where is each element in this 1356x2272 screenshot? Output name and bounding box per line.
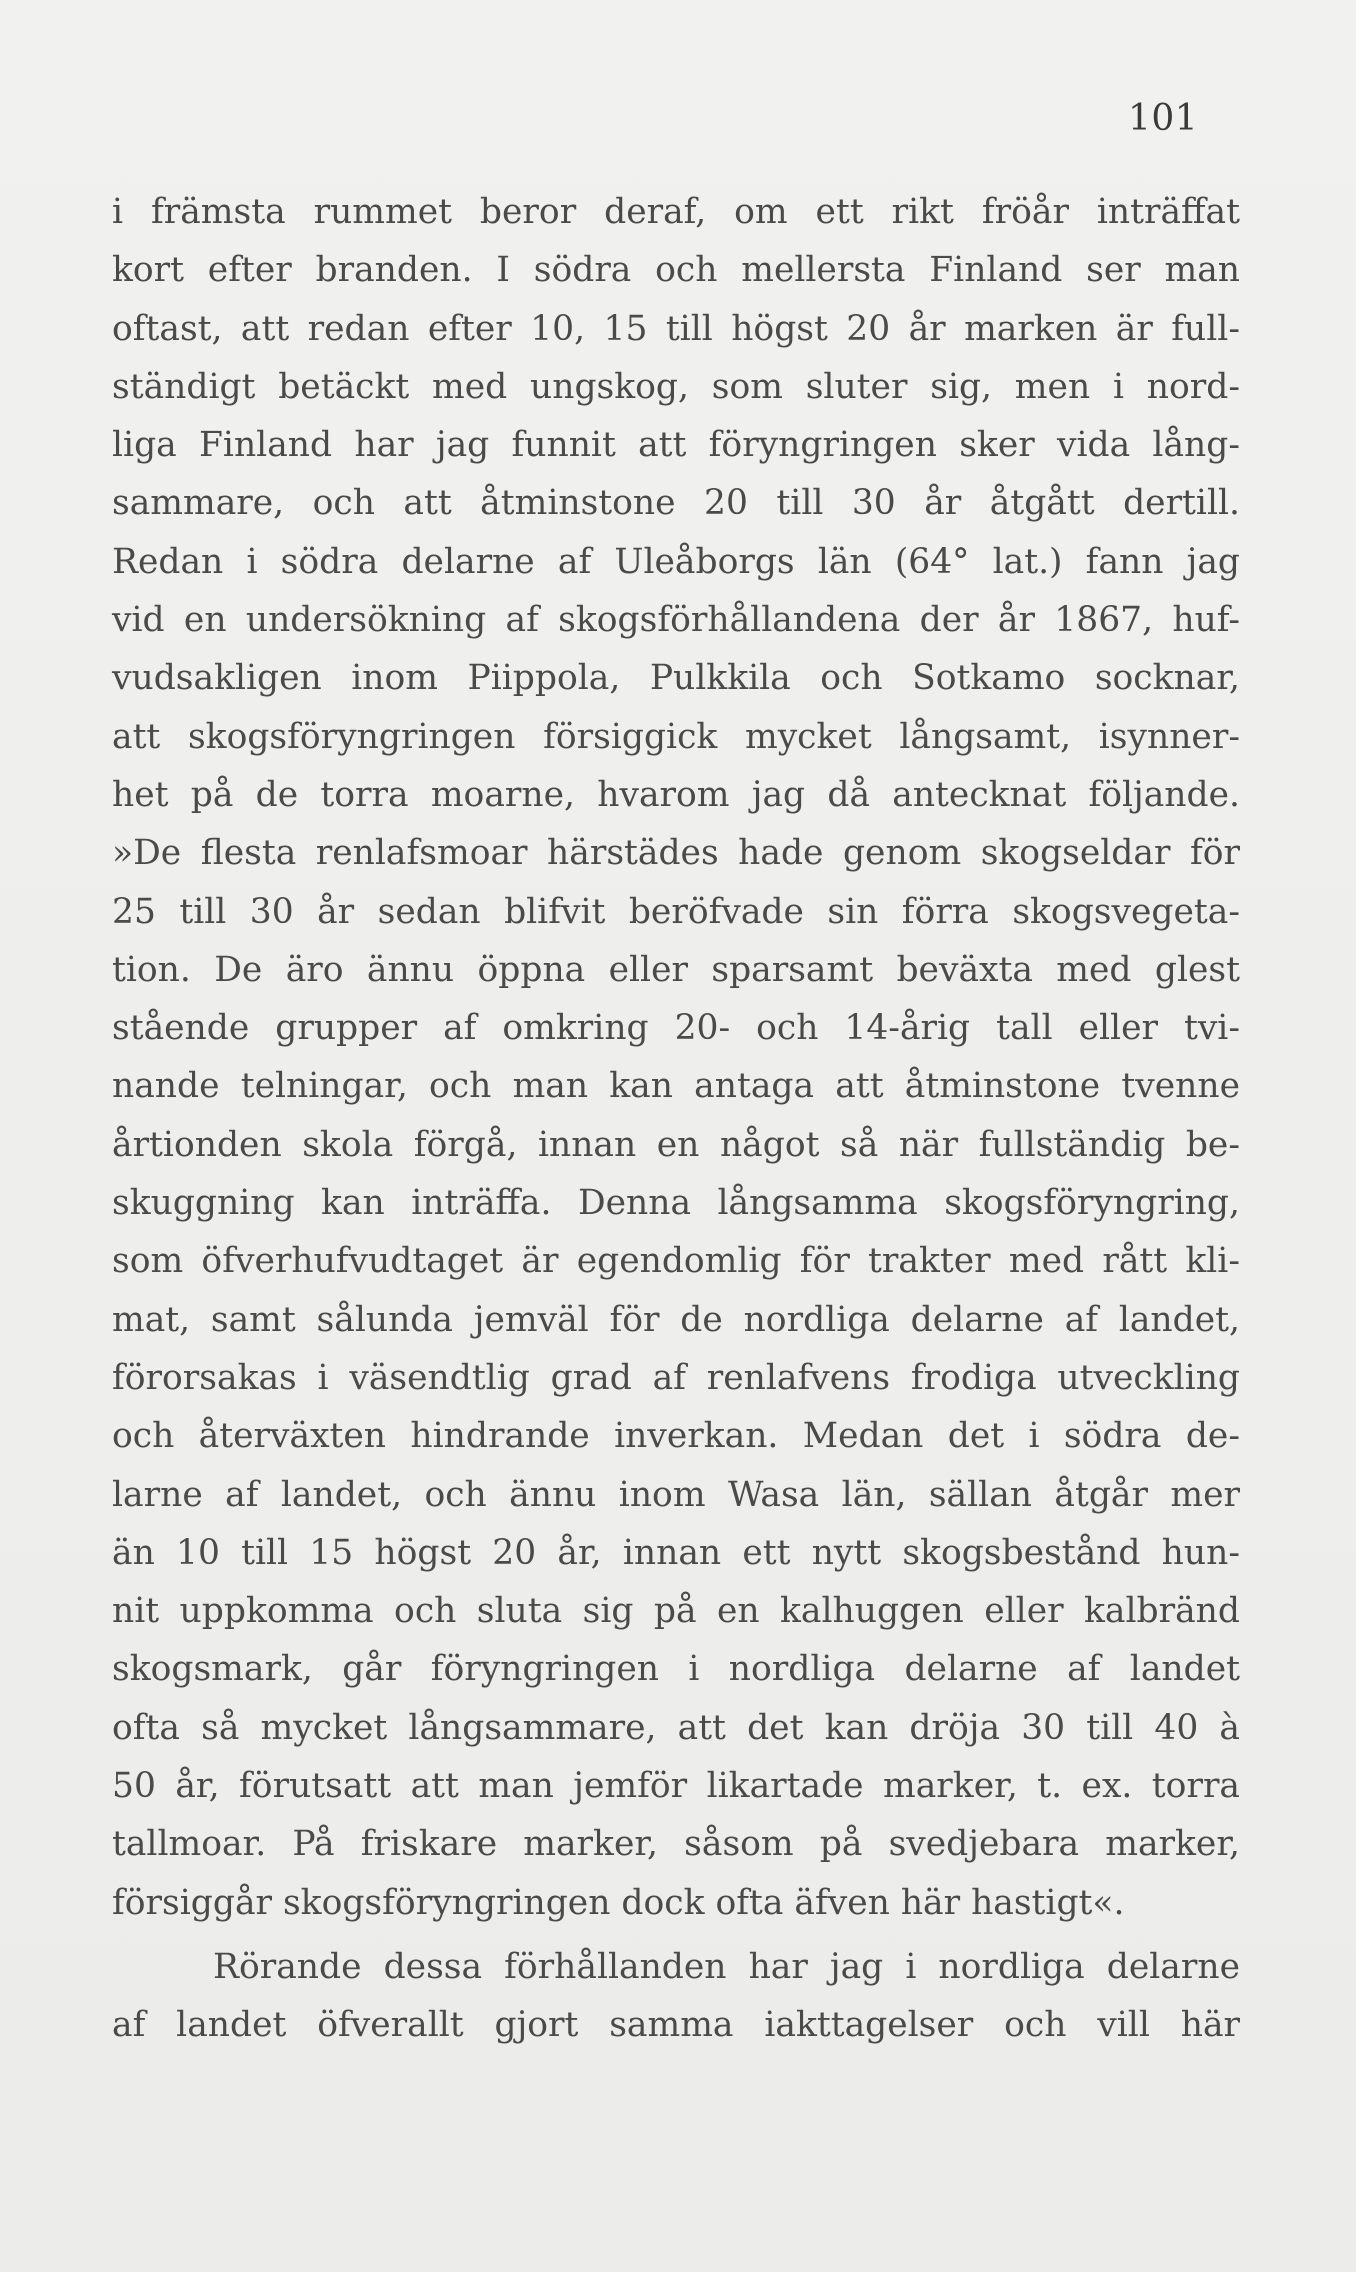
text-line: sammare, och att åtminstone 20 till 30 år åtgått dertill. — [112, 483, 1240, 524]
text-line: ständigt betäckt med ungskog, som sluter sig, men i nord- — [112, 366, 1240, 407]
text-line: skogsmark, går föryngringen i nordliga delarne af landet — [112, 1649, 1240, 1690]
text-line: mat, samt sålunda jemväl för de nordliga delarne af landet, — [112, 1299, 1240, 1340]
text-line: ofta så mycket långsammare, att det kan dröja 30 till 40 à — [112, 1707, 1240, 1748]
text-line: nande telningar, och man kan antaga att åtminstone tvenne — [112, 1066, 1240, 1107]
text-line: att skogsföryngringen försiggick mycket långsamt, isynner- — [112, 716, 1240, 757]
text-line: förorsakas i väsendtlig grad af renlafvens frodiga utveckling — [112, 1357, 1240, 1398]
text-line: Redan i södra delarne af Uleåborgs län (64° lat.) fann jag — [112, 541, 1240, 582]
text-line: försiggår skogsföryngringen dock ofta äfven här hastigt«. — [112, 1882, 1125, 1923]
text-line: årtionden skola förgå, innan en något så när fullständig be- — [112, 1124, 1240, 1165]
text-line: vid en undersökning af skogsförhållandena der år 1867, huf- — [112, 600, 1240, 641]
text-line: nit uppkomma och sluta sig på en kalhuggen eller kalbränd — [112, 1591, 1240, 1632]
text-line: liga Finland har jag funnit att föryngringen sker vida lång- — [112, 425, 1240, 466]
text-line: het på de torra moarne, hvarom jag då antecknat följande. — [112, 774, 1240, 815]
text-line: i främsta rummet beror deraf, om ett rikt fröår inträffat — [112, 192, 1240, 232]
paragraph-2 — [112, 1938, 1240, 2055]
text-line: och återväxten hindrande inverkan. Medan det i södra de- — [112, 1416, 1240, 1457]
text-line: tion. De äro ännu öppna eller sparsamt beväxta med glest — [112, 949, 1240, 990]
text-line: 50 år, förutsatt att man jemför likartade marker, t. ex. torra — [112, 1766, 1240, 1807]
text-line: Rörande dessa förhållanden har jag i nordliga delarne — [213, 1946, 1240, 1987]
text-line: af landet öfverallt gjort samma iakttagelser och vill här — [112, 2005, 1240, 2046]
text-line: som öfverhufvudtaget är egendomlig för trakter med rått kli- — [112, 1241, 1240, 1282]
text-line: larne af landet, och ännu inom Wasa län, sällan åtgår mer — [112, 1474, 1240, 1515]
text-line: oftast, att redan efter 10, 15 till högst 20 år marken är full- — [112, 308, 1240, 349]
body-text — [112, 183, 1240, 2055]
text-line: skuggning kan inträffa. Denna långsamma skogsföryngring, — [112, 1183, 1240, 1224]
paragraph-1 — [112, 183, 1240, 1932]
text-line: 25 till 30 år sedan blifvit beröfvade sin förra skogsvegeta- — [112, 891, 1240, 932]
page-number: 101 — [1128, 98, 1199, 139]
text-line: »De flesta renlafsmoar härstädes hade genom skogseldar för — [112, 833, 1240, 874]
text-line: än 10 till 15 högst 20 år, innan ett nytt skogsbestånd hun- — [112, 1532, 1240, 1573]
text-line: kort efter branden. I södra och mellersta Finland ser man — [112, 250, 1240, 291]
text-line: tallmoar. På friskare marker, såsom på svedjebara marker, — [112, 1824, 1240, 1865]
text-line: vudsakligen inom Piippola, Pulkkila och Sotkamo socknar, — [112, 658, 1240, 699]
text-line: stående grupper af omkring 20- och 14-årig tall eller tvi- — [112, 1008, 1240, 1049]
